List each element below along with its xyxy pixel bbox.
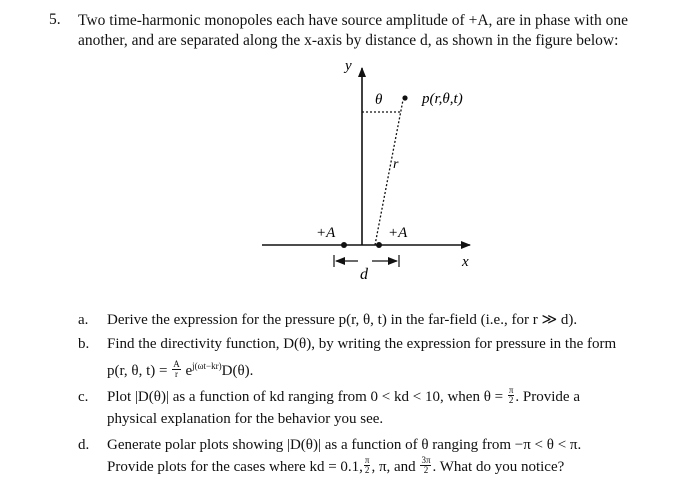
radius-line [375,100,403,245]
part-c-marker: c. [78,389,89,405]
part-a-marker: a. [78,312,89,328]
theta-label: θ [375,92,383,108]
x-axis-label: x [462,254,469,270]
kd-fraction-2 [420,456,431,475]
part-c-line-2: physical explanation for the behavior you see. [107,411,384,427]
point-label: p(r,θ,t) [422,91,463,107]
part-b-line-2 [107,355,667,382]
distance-label: d [360,266,368,283]
kd-fraction-1 [364,456,371,475]
part-d-line-2 [107,456,667,478]
fraction-denominator: 2 [423,465,429,476]
y-axis-label: y [345,58,352,74]
part-b-formula-start: p(r, θ, t) = [107,363,172,379]
source-right [376,242,382,248]
fraction-numerator: A [173,359,180,370]
intro-line-1: Two time-harmonic monopoles each have source amplitude of +A, are in phase with one [78,12,628,29]
part-c-line-1 [107,386,667,408]
part-d-text-start: Provide plots for the cases where kd = 0.1, [107,459,363,475]
fraction-denominator: 2 [364,465,370,476]
part-d-text-mid: , π, and [371,459,416,475]
part-c-text-end: . Provide a [515,389,580,405]
part-a-text: Derive the expression for the pressure p(r, θ, t) in the far-field (i.e., for r ≫ d). [107,312,578,328]
part-b-marker: b. [78,336,90,352]
source-left [341,242,347,248]
fraction-denominator: 2 [508,395,514,406]
part-d-line-1: Generate polar plots showing |D(θ)| as a function of θ ranging from −π < θ < π. [107,437,582,453]
intro-line-2: another, and are separated along the x-axis by distance d, as shown in the figure below: [78,32,619,49]
exp-base: e [181,363,193,379]
part-b-line-1: Find the directivity function, D(θ), by writing the expression for pressure in the form [107,336,617,352]
radius-label: r [393,157,399,172]
part-d-text-end: . What do you notice? [432,459,565,475]
fraction-numerator: π [508,385,514,396]
source-left-label: +A [316,225,336,241]
fraction-numerator: 3π [421,455,431,466]
theta-fraction [508,386,515,405]
amplitude-fraction [172,360,181,379]
field-point [402,95,407,100]
source-right-label: +A [388,225,408,241]
part-b-formula-end: D(θ). [221,363,254,379]
part-d-marker: d. [78,437,90,453]
fraction-numerator: π [364,455,370,466]
question-number: 5. [49,11,61,28]
fraction-denominator: r [174,369,178,380]
exponent: j(ωt−kr) [192,361,222,371]
part-c-text-start: Plot |D(θ)| as a function of kd ranging from 0 < kd < 10, when θ = [107,389,507,405]
